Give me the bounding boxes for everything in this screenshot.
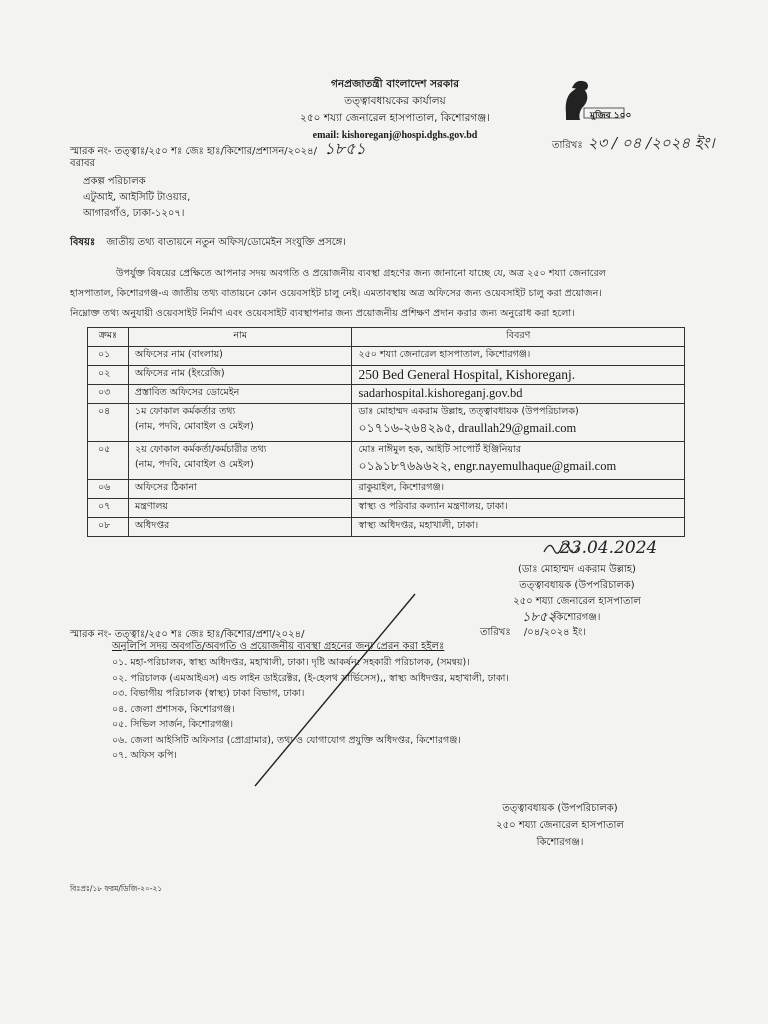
row-name-line2: (নাম, পদবি, মোবাইল ও মেইল)	[134, 421, 254, 432]
recipient-line1: প্রকল্প পরিচালক	[83, 176, 146, 187]
signatory2-office: ২৫০ শয্যা জেনারেল হাসপাতাল	[496, 820, 624, 831]
office-title: তত্ত্বাবধায়কের কার্যালয়	[344, 95, 446, 107]
row-name: প্রস্তাবিত অফিসের ডোমেইন	[128, 385, 351, 404]
row-detail: স্বাস্থ্য অধিদপ্তর, মহাখালী, ঢাকা।	[352, 518, 685, 537]
row-name: অফিসের নাম (ইংরেজি)	[128, 366, 351, 385]
office-email: email: kishoreganj@hospi.dghs.gov.bd	[312, 130, 478, 141]
pen-stroke-line	[250, 590, 420, 790]
recipient-line2: এটুআই, আইসিটি টাওয়ার,	[83, 192, 191, 203]
table-row	[88, 518, 685, 537]
memo-number	[70, 136, 366, 163]
form-code: বিঃপ্রঃ/১৮ ফরম/ডিজি-২০-২১	[70, 884, 163, 893]
row-detail-line1: ডাঃ মোহাম্মদ একরাম উল্লাহ, তত্ত্বাবধায়ক (উপপরিচালক)	[358, 406, 579, 417]
table-row	[88, 442, 685, 480]
row-detail-line2: ০১৭১৬-২৬৪২৯৫, draullah29@gmail.com	[358, 421, 577, 435]
date-value: ২৩ / ০৪ /২০২৪ ইং।	[587, 134, 715, 152]
row-sl: ০৫	[88, 442, 129, 480]
list-item: ০২. পরিচালক (এমআইএস) এন্ড লাইন ডাইরেক্টর, (ই-হেলথ সার্ভিসেস),, স্বাস্থ্য অধিদপ্তর, মহাখালী, ঢাকা।	[112, 672, 509, 684]
row-name	[128, 442, 351, 480]
recipient-line3: আগারগাঁও, ঢাকা-১২০৭।	[83, 208, 185, 219]
row-detail: sadarhospital.kishoreganj.gov.bd	[352, 385, 685, 404]
memo2-date-label: তারিখঃ	[480, 627, 511, 638]
body-line-2: হাসপাতাল, কিশোরগঞ্জ-এ জাতীয় তথ্য বাতায়নে কোন ওয়েবসাইট চালু নেই। এমতাবস্থায় অত্র অফিসের জন্য ওয়েবসাইট চালু করা প্রয়োজন।	[70, 288, 602, 299]
hospital-name: ২৫০ শয্যা জেনারেল হাসপাতাল, কিশোরগঞ্জ।	[300, 112, 490, 124]
table-header-name: নাম	[128, 328, 351, 347]
govt-name: গনপ্রজাতন্ত্রী বাংলাদেশ সরকার	[330, 78, 459, 90]
signatory-district: কিশোরগঞ্জ।	[553, 612, 601, 623]
row-detail-line1: মোঃ নাঈমুল হক, আইটি সাপোর্ট ইঞ্জিনিয়ার	[358, 444, 522, 455]
table-row	[88, 347, 685, 366]
recipient-address	[83, 174, 190, 222]
list-item: ০৩. বিভাগীয় পরিচালক (স্বাস্থ্য) ঢাকা বিভাগ, ঢাকা।	[112, 688, 305, 699]
signature-scribble	[540, 538, 580, 560]
memo2-date-value: /০৪/২০২৪ ইং।	[523, 627, 586, 638]
subject-label: বিষয়ঃ	[70, 237, 96, 248]
list-item: ০৪. জেলা প্রশাসক, কিশোরগঞ্জ।	[112, 703, 235, 715]
signature-handwritten-date: 23.04.2024	[560, 538, 658, 558]
row-detail: রাকুয়াইল, কিশোরগঞ্জ।	[352, 480, 685, 499]
table-row	[88, 480, 685, 499]
row-detail: স্বাস্থ্য ও পরিবার কল্যান মন্ত্রণালয়, ঢাকা।	[352, 499, 685, 518]
row-sl: ০৮	[88, 518, 129, 537]
recipient-to: বরাবর	[70, 158, 96, 169]
signatory-designation: তত্ত্বাবধায়ক (উপপরিচালক)	[519, 580, 635, 591]
subject	[70, 235, 346, 252]
memo2-date	[480, 625, 586, 642]
date-label: তারিখঃ	[552, 140, 583, 151]
table-header-row	[88, 328, 685, 347]
memo2-handwritten: ১৮৫২	[522, 610, 556, 625]
row-sl: ০১	[88, 347, 129, 366]
row-name-line1: ১ম ফোকাল কর্মকর্তার তথ্য	[134, 406, 236, 417]
row-name: অফিসের নাম (বাংলায়)	[128, 347, 351, 366]
row-sl: ০৪	[88, 404, 129, 442]
logo-caption: মুজিব ১০০	[590, 111, 632, 121]
row-sl: ০৩	[88, 385, 129, 404]
letterhead	[230, 76, 560, 144]
signature-block-2	[460, 800, 660, 851]
list-item: ০৬. জেলা আইসিটি অফিসার (প্রোগ্রামার), তথ্য ও যোগাযোগ প্রযুক্তি অধিদপ্তর, কিশোরগঞ্জ।	[112, 734, 461, 746]
table-row	[88, 404, 685, 442]
letter-body	[70, 264, 606, 324]
row-detail	[352, 442, 685, 480]
list-item: ০১. মহা-পরিচালক, স্বাস্থ্য অধিদপ্তর, মহাখালী, ঢাকা। দৃষ্টি আকর্ষন: সহকারী পরিচালক, (সমন্বয়)।	[112, 657, 470, 668]
signatory2-designation: তত্ত্বাবধায়ক (উপপরিচালক)	[502, 803, 618, 814]
list-item: ০৫. সিভিল সার্জন, কিশোরগঞ্জ।	[112, 719, 234, 730]
memo-label: স্মারক নং- তত্ত্বাঃ/২৫০ শঃ জেঃ হাঃ/কিশোর/প্রশাসন/২০২৪/	[70, 146, 318, 157]
row-name: অফিসের ঠিকানা	[128, 480, 351, 499]
row-name-line1: ২য় ফোকাল কর্মকর্তা/কর্মচারীর তথ্য	[134, 444, 267, 455]
row-name: মন্ত্রণালয়	[128, 499, 351, 518]
row-sl: ০৬	[88, 480, 129, 499]
cc-intro: অনুলিপি সদয় অবগতি/অবগতি ও প্রয়োজনীয় ব্যবস্থা গ্রহনের জন্য প্রেরন করা হইলঃ	[112, 641, 445, 652]
table-header-detail: বিবরণ	[352, 328, 685, 347]
memo-date	[552, 132, 715, 157]
table-row	[88, 499, 685, 518]
row-sl: ০৭	[88, 499, 129, 518]
row-detail-line2: ০১৯১৮৭৬৯৬২২, engr.nayemulhaque@gmail.com	[358, 459, 617, 473]
row-detail	[352, 404, 685, 442]
signatory-office: ২৫০ শয্যা জেনারেল হাসপাতাল	[513, 596, 641, 607]
table-header-sl: ক্রমঃ	[88, 328, 129, 347]
subject-text: জাতীয় তথ্য বাতায়নে নতুন অফিস/ডোমেইন সংযুক্তি প্রসঙ্গে।	[106, 237, 347, 248]
body-line-1: উপর্যুক্ত বিষয়ের প্রেক্ষিতে আপনার সদয় অবগতি ও প্রয়োজনীয় ব্যবস্থা গ্রহণের জন্য জানানো যাচ্ছে যে, অত্র ২৫০ শয্যা জেনারেল	[116, 268, 606, 279]
body-line-3: নিম্নোক্ত তথ্য অনুযায়ী ওয়েবসাইট নির্মাণ এবং ওয়েবসাইট ব্যবস্থাপনার জন্য প্রয়োজনীয় প্রশিক্ষণ প্রদান করার জন্য অনুরোধ করা হলো।	[70, 308, 575, 319]
table-row	[88, 385, 685, 404]
signatory-name: (ডাঃ মোহাম্মদ একরাম উল্লাহ)	[518, 564, 636, 575]
memo-handwritten-number: ১৮৫১	[324, 139, 366, 158]
list-item: ০৭. অফিস কপি।	[112, 750, 177, 761]
row-name: অধিদপ্তর	[128, 518, 351, 537]
row-name-line2: (নাম, পদবি, মোবাইল ও মেইল)	[134, 459, 254, 470]
row-name	[128, 404, 351, 442]
signature-block	[472, 562, 682, 626]
signatory2-district: কিশোরগঞ্জ।	[536, 837, 584, 848]
mujib-100-logo	[556, 74, 632, 124]
row-sl: ০২	[88, 366, 129, 385]
office-info-table	[87, 327, 685, 537]
memo2-label: স্মারক নং- তত্ত্বাঃ/২৫০ শঃ জেঃ হাঃ/কিশোর/প্রশা/২০২৪/	[70, 629, 305, 640]
row-detail: 250 Bed General Hospital, Kishoreganj.	[352, 366, 685, 385]
table-row	[88, 366, 685, 385]
row-detail: ২৫০ শয্যা জেনারেল হাসপাতাল, কিশোরগঞ্জ।	[352, 347, 685, 366]
